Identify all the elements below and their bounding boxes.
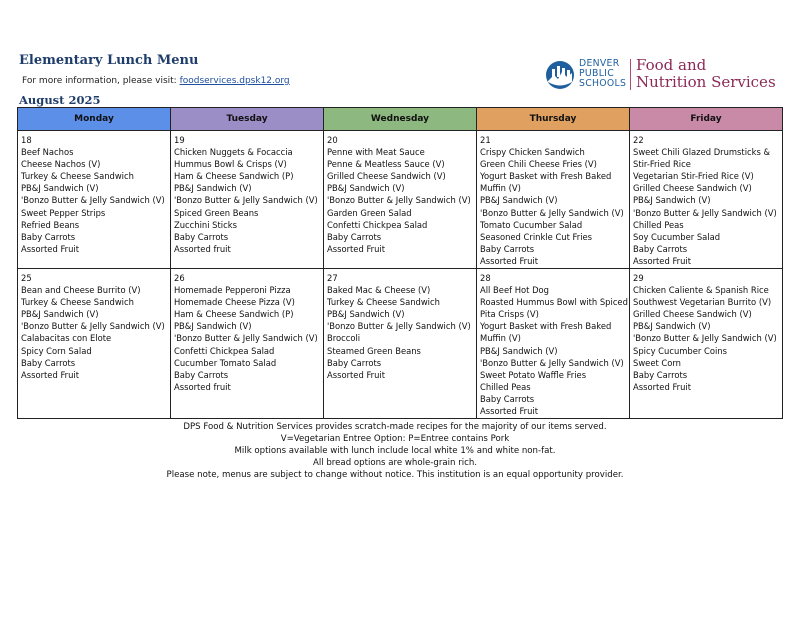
menu-item: Southwest Vegetarian Burrito (V) — [633, 297, 772, 308]
menu-item: Pita Crisps (V) — [480, 309, 539, 320]
menu-item: Turkey & Cheese Sandwich — [21, 297, 134, 308]
footer-line: DPS Food & Nutrition Services provides scratch-made recipes for the majority of our items served. — [183, 422, 607, 432]
day-cell — [324, 269, 477, 419]
menu-item: PB&J Sandwich (V) — [21, 183, 99, 194]
menu-item: PB&J Sandwich (V) — [21, 309, 99, 320]
menu-item: PB&J Sandwich (V) — [480, 195, 558, 206]
menu-item: Baby Carrots — [21, 357, 76, 368]
day-cell — [477, 131, 630, 269]
menu-item: 'Bonzo Butter & Jelly Sandwich (V) — [633, 333, 777, 344]
menu-item: Baby Carrots — [174, 369, 229, 380]
menu-item: PB&J Sandwich (V) — [174, 321, 252, 332]
menu-item: Confetti Chickpea Salad — [174, 345, 275, 356]
day-date: 26 — [174, 273, 185, 283]
day-date: 19 — [174, 135, 185, 145]
menu-item: 'Bonzo Butter & Jelly Sandwich (V) — [327, 195, 471, 206]
day-cell — [18, 269, 171, 419]
menu-item: Chicken Nuggets & Focaccia — [174, 147, 293, 158]
day-header-thursday: Thursday — [477, 108, 630, 131]
menu-item: Baby Carrots — [174, 231, 229, 242]
info-link[interactable]: foodservices.dpsk12.org — [179, 76, 290, 86]
menu-item: Refried Beans — [21, 219, 80, 230]
menu-item: Sweet Potato Waffle Fries — [480, 369, 587, 380]
day-cell — [171, 269, 324, 419]
menu-item: PB&J Sandwich (V) — [633, 321, 711, 332]
menu-item: Ham & Cheese Sandwich (P) — [174, 171, 294, 182]
day-cell — [324, 131, 477, 269]
menu-item: Grilled Cheese Sandwich (V) — [633, 309, 752, 320]
menu-item: 'Bonzo Butter & Jelly Sandwich (V) — [21, 195, 165, 206]
menu-item: Seasoned Crinkle Cut Fries — [480, 231, 593, 242]
month-title: August 2025 — [19, 93, 101, 107]
logo-fns-text: Food and Nutrition Services — [636, 56, 776, 91]
menu-item: Baby Carrots — [633, 369, 688, 380]
logo-divider — [630, 59, 631, 90]
menu-item: Turkey & Cheese Sandwich — [327, 297, 440, 308]
menu-item: Crispy Chicken Sandwich — [480, 147, 585, 158]
menu-item: Spicy Cucumber Coins — [633, 345, 727, 356]
day-header-friday: Friday — [630, 108, 783, 131]
menu-item: PB&J Sandwich (V) — [174, 183, 252, 194]
menu-item: Baby Carrots — [327, 357, 382, 368]
menu-item: Assorted Fruit — [327, 369, 386, 380]
menu-item: Baby Carrots — [21, 231, 76, 242]
menu-item: Assorted Fruit — [633, 255, 692, 266]
menu-item: PB&J Sandwich (V) — [633, 195, 711, 206]
menu-item: Baby Carrots — [480, 243, 535, 254]
menu-item: Tomato Cucumber Salad — [480, 219, 583, 230]
menu-item: Roasted Hummus Bowl with Spiced — [480, 297, 628, 308]
menu-item: Assorted Fruit — [633, 381, 692, 392]
menu-item: Baked Mac & Cheese (V) — [327, 285, 431, 296]
menu-item: PB&J Sandwich (V) — [480, 345, 558, 356]
menu-item: Penne with Meat Sauce — [327, 147, 425, 158]
menu-item: Baby Carrots — [327, 231, 382, 242]
day-date: 21 — [480, 135, 491, 145]
menu-item: Soy Cucumber Salad — [633, 231, 721, 242]
menu-item: Spicy Corn Salad — [21, 345, 92, 356]
menu-item: Penne & Meatless Sauce (V) — [327, 159, 445, 170]
day-header-tuesday: Tuesday — [171, 108, 324, 131]
menu-item: 'Bonzo Butter & Jelly Sandwich (V) — [480, 207, 624, 218]
week-row — [18, 269, 783, 419]
menu-item: 'Bonzo Butter & Jelly Sandwich (V) — [480, 357, 624, 368]
day-date: 22 — [633, 135, 644, 145]
menu-item: Baby Carrots — [480, 393, 535, 404]
menu-item: Hummus Bowl & Crisps (V) — [174, 159, 287, 170]
menu-item: 'Bonzo Butter & Jelly Sandwich (V) — [21, 321, 165, 332]
day-cell — [171, 131, 324, 269]
day-cell — [630, 269, 783, 419]
info-line — [22, 76, 290, 86]
menu-item: Cheese Nachos (V) — [21, 159, 101, 170]
menu-item: Sweet Chili Glazed Drumsticks & — [633, 147, 771, 158]
menu-item: Ham & Cheese Sandwich (P) — [174, 309, 294, 320]
menu-item: Assorted Fruit — [21, 369, 80, 380]
day-date: 18 — [21, 135, 32, 145]
day-cell — [477, 269, 630, 419]
menu-item: Stir-Fried Rice — [633, 159, 691, 170]
menu-item: Chilled Peas — [633, 219, 684, 230]
menu-item: Garden Green Salad — [327, 207, 412, 218]
menu-item: All Beef Hot Dog — [480, 285, 549, 296]
menu-item: Cucumber Tomato Salad — [174, 357, 277, 368]
info-prefix: For more information, please visit: — [22, 76, 180, 86]
menu-item: Vegetarian Stir-Fried Rice (V) — [633, 171, 754, 182]
menu-item: 'Bonzo Butter & Jelly Sandwich (V) — [174, 195, 318, 206]
menu-item: Bean and Cheese Burrito (V) — [21, 285, 141, 296]
menu-item: Assorted Fruit — [327, 243, 386, 254]
menu-item: Muffin (V) — [480, 183, 521, 194]
menu-item: Homemade Cheese Pizza (V) — [174, 297, 295, 308]
logo-dps-text: DENVER PUBLIC SCHOOLS — [579, 58, 627, 89]
menu-item: Assorted Fruit — [480, 406, 539, 417]
menu-item: Assorted Fruit — [480, 255, 539, 266]
menu-item: Green Chili Cheese Fries (V) — [480, 159, 597, 170]
menu-item: 'Bonzo Butter & Jelly Sandwich (V) — [174, 333, 318, 344]
footer-line: V=Vegetarian Entree Option: P=Entree contains Pork — [280, 434, 510, 445]
menu-item: PB&J Sandwich (V) — [327, 183, 405, 194]
menu-item: Grilled Cheese Sandwich (V) — [327, 171, 446, 182]
menu-item: PB&J Sandwich (V) — [327, 309, 405, 320]
week-row — [18, 131, 783, 269]
menu-item: Grilled Cheese Sandwich (V) — [633, 183, 752, 194]
menu-item: Homemade Pepperoni Pizza — [174, 285, 291, 296]
day-date: 29 — [633, 273, 644, 283]
day-date: 25 — [21, 273, 32, 283]
menu-item: Zucchini Sticks — [174, 219, 237, 230]
dps-logo-icon — [545, 60, 575, 90]
day-cell — [630, 131, 783, 269]
menu-item: Steamed Green Beans — [327, 345, 421, 356]
day-date: 27 — [327, 273, 338, 283]
logo — [545, 58, 785, 92]
menu-item: Chilled Peas — [480, 381, 531, 392]
menu-item: Spiced Green Beans — [174, 207, 259, 218]
footer-line: All bread options are whole-grain rich. — [312, 458, 478, 469]
page-title: Elementary Lunch Menu — [19, 53, 199, 68]
menu-item: Yogurt Basket with Fresh Baked — [480, 171, 612, 182]
menu-item: 'Bonzo Butter & Jelly Sandwich (V) — [633, 207, 777, 218]
day-header-row — [18, 108, 783, 131]
menu-item: Assorted fruit — [174, 381, 231, 392]
menu-item: Calabacitas con Elote — [21, 333, 112, 344]
menu-item: Assorted fruit — [174, 243, 231, 254]
menu-item: Confetti Chickpea Salad — [327, 219, 428, 230]
menu-item: Beef Nachos — [21, 147, 74, 158]
menu-item: Yogurt Basket with Fresh Baked — [480, 321, 612, 332]
menu-item: Broccoli — [327, 333, 361, 344]
day-date: 28 — [480, 273, 491, 283]
menu-item: 'Bonzo Butter & Jelly Sandwich (V) — [327, 321, 471, 332]
day-header-wednesday: Wednesday — [324, 108, 477, 131]
menu-table — [17, 107, 783, 419]
menu-item: Turkey & Cheese Sandwich — [21, 171, 134, 182]
day-header-monday: Monday — [18, 108, 171, 131]
menu-item: Chicken Caliente & Spanish Rice — [633, 285, 769, 296]
day-date: 20 — [327, 135, 338, 145]
menu-item: Sweet Corn — [633, 357, 681, 368]
footer-line: Please note, menus are subject to change without notice. This institution is an equal opportunity provider. — [166, 470, 624, 481]
menu-item: Assorted Fruit — [21, 243, 80, 254]
menu-item: Muffin (V) — [480, 333, 521, 344]
footer-notes — [0, 421, 790, 481]
day-cell — [18, 131, 171, 269]
menu-item: Sweet Pepper Strips — [21, 207, 106, 218]
footer-line: Milk options available with lunch include local white 1% and white non-fat. — [234, 446, 556, 457]
menu-item: Baby Carrots — [633, 243, 688, 254]
